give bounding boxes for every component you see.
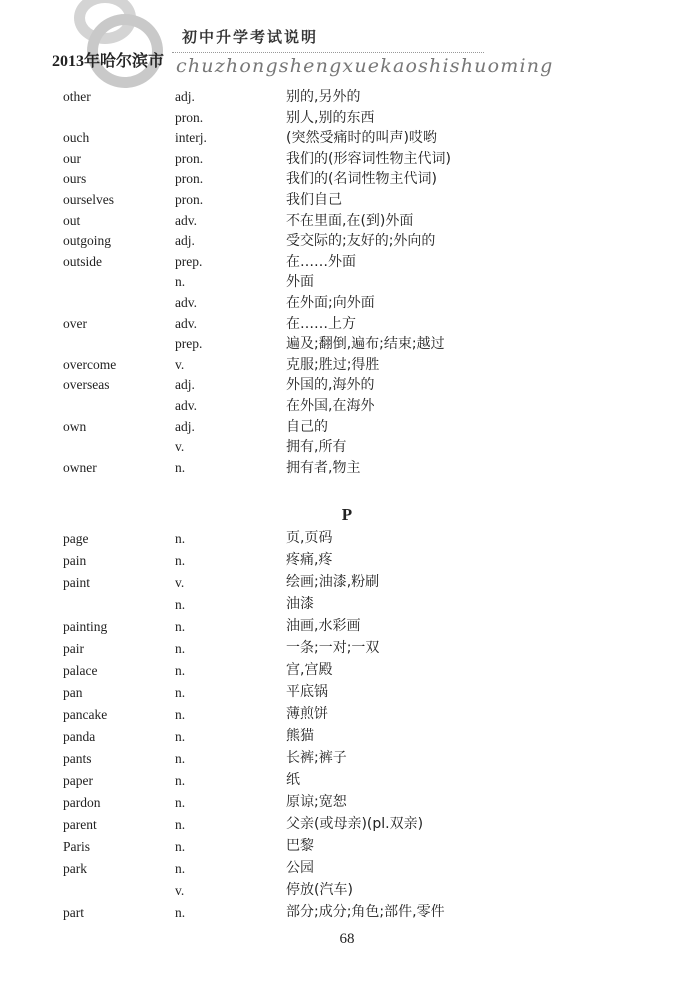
vocab-entry (0, 814, 700, 836)
entry-definition: 我们的(形容词性物主代词) (286, 150, 451, 167)
entry-pos: n. (175, 597, 186, 612)
vocab-entry (0, 902, 700, 924)
entry-definition: 拥有,所有 (286, 439, 347, 456)
entry-word: pardon (63, 795, 101, 810)
entry-definition: 克服;胜过;得胜 (286, 356, 380, 373)
entry-definition: 部分;成分;角色;部件,零件 (286, 904, 445, 920)
entry-pos: n. (175, 905, 186, 920)
entry-definition: 外面 (286, 274, 314, 291)
entry-word: out (63, 212, 81, 228)
entry-pos: n. (175, 531, 186, 546)
entry-word: outside (63, 253, 102, 269)
entry-word: own (63, 418, 87, 434)
entry-pos: n. (175, 729, 186, 744)
vocab-entry (0, 314, 700, 335)
section-letter: P (341, 505, 353, 524)
entry-definition: 我们的(名词性物主代词) (286, 171, 437, 188)
entry-pos: n. (175, 751, 186, 766)
vocab-entry (0, 572, 700, 594)
entry-definition: 原谅;宽恕 (286, 794, 347, 810)
vocab-list-o (0, 87, 700, 478)
entry-word: outgoing (63, 233, 112, 249)
entry-definition: 纸 (286, 772, 300, 788)
entry-pos: n. (175, 274, 186, 290)
entry-pos: prep. (175, 253, 203, 269)
entry-definition: 页,页码 (286, 530, 333, 546)
entry-pos: pron. (175, 191, 204, 207)
vocab-entry (0, 190, 700, 211)
vocab-entry (0, 87, 700, 108)
vocab-entry (0, 704, 700, 726)
entry-definition: 别的,另外的 (286, 89, 361, 105)
vocab-entry (0, 528, 700, 550)
entry-definition: 父亲(或母亲)(pl.双亲) (286, 816, 424, 832)
vocab-entry (0, 616, 700, 638)
entry-pos: v. (175, 439, 185, 455)
entry-word: panda (63, 729, 96, 744)
entry-definition: 自己的 (286, 418, 328, 435)
vocab-entry (0, 417, 700, 438)
page-number (0, 931, 700, 948)
vocab-entry (0, 437, 700, 458)
entry-word: pain (63, 553, 87, 568)
entry-pos: interj. (175, 130, 207, 146)
entry-pos: pron. (175, 171, 204, 187)
city-year-label: 2013年哈尔滨市 (52, 53, 165, 70)
vocab-entry (0, 293, 700, 314)
entry-word: pants (63, 751, 92, 766)
vocab-entry (0, 252, 700, 273)
vocab-entry (0, 770, 700, 792)
entry-word: palace (63, 663, 98, 678)
page-number-text: 68 (339, 931, 355, 947)
entry-definition: 薄煎饼 (286, 706, 328, 722)
entry-pos: n. (175, 861, 186, 876)
vocab-entry (0, 660, 700, 682)
entry-pos: n. (175, 553, 186, 568)
entry-definition: 油漆 (286, 596, 314, 612)
entry-pos: adv. (175, 294, 197, 310)
entry-word: overseas (63, 377, 110, 393)
entry-pos: pron. (175, 109, 204, 125)
rings-logo-icon (62, 0, 162, 92)
entry-pos: n. (175, 795, 186, 810)
vocab-entry (0, 108, 700, 129)
entry-definition: 在外国,在海外 (286, 397, 375, 414)
entry-pos: v. (175, 356, 185, 372)
entry-definition: 宫,宫殿 (286, 662, 333, 678)
dotted-divider (172, 52, 484, 53)
vocab-entry (0, 272, 700, 293)
vocab-entry (0, 375, 700, 396)
entry-word: ourselves (63, 191, 114, 207)
entry-word: ouch (63, 130, 90, 146)
vocab-entry (0, 682, 700, 704)
entry-word: paper (63, 773, 93, 788)
entry-definition: 平底锅 (286, 684, 328, 700)
entry-pos: prep. (175, 336, 203, 352)
entry-pos: v. (175, 883, 185, 898)
book-title: 初中升学考试说明 (182, 28, 319, 46)
vocab-list-p (0, 528, 700, 924)
entry-definition: 疼痛,疼 (286, 552, 333, 568)
vocab-entry (0, 231, 700, 252)
entry-pos: n. (175, 619, 186, 634)
vocab-entry (0, 458, 700, 479)
vocab-entry (0, 858, 700, 880)
entry-pos: adj. (175, 233, 195, 249)
entry-word: owner (63, 459, 97, 475)
entry-word: page (63, 531, 89, 546)
section-heading (0, 505, 700, 525)
entry-definition: 熊猫 (286, 728, 314, 744)
entry-pos: adv. (175, 212, 197, 228)
entry-definition: 绘画;油漆,粉刷 (286, 574, 380, 590)
vocab-entry (0, 748, 700, 770)
entry-pos: n. (175, 641, 186, 656)
vocab-entry (0, 355, 700, 376)
entry-word: painting (63, 619, 108, 634)
entry-definition: 受交际的;友好的;外向的 (286, 233, 436, 250)
vocab-entry (0, 550, 700, 572)
entry-pos: adj. (175, 418, 195, 434)
entry-word: pan (63, 685, 83, 700)
entry-definition: 停放(汽车) (286, 882, 353, 898)
entry-word: Paris (63, 839, 90, 854)
entry-definition: 外国的,海外的 (286, 377, 375, 394)
entry-pos: adj. (175, 89, 195, 104)
entry-definition: 巴黎 (286, 838, 314, 854)
vocab-entry (0, 128, 700, 149)
entry-definition: 遍及;翻倒,遍布;结束;越过 (286, 336, 445, 353)
entry-word: parent (63, 817, 97, 832)
entry-word: ours (63, 171, 87, 187)
entry-word: our (63, 150, 81, 166)
page-header (0, 0, 700, 85)
vocab-entry (0, 836, 700, 858)
vocab-entry (0, 726, 700, 748)
entry-pos: n. (175, 839, 186, 854)
vocab-entry (0, 638, 700, 660)
entry-word: pancake (63, 707, 108, 722)
entry-pos: n. (175, 459, 186, 475)
vocab-entry (0, 211, 700, 232)
entry-definition: (突然受痛时的叫声)哎哟 (286, 130, 437, 147)
entry-definition: 长裤;裤子 (286, 750, 347, 766)
vocab-entry (0, 792, 700, 814)
entry-definition: 一条;一对;一双 (286, 640, 380, 656)
entry-definition: 在外面;向外面 (286, 294, 375, 311)
entry-pos: adv. (175, 397, 197, 413)
vocab-entry (0, 594, 700, 616)
entry-word: part (63, 905, 84, 920)
vocab-entry (0, 334, 700, 355)
entry-definition: 我们自己 (286, 191, 342, 208)
vocab-entry (0, 396, 700, 417)
entry-word: park (63, 861, 87, 876)
vocab-entry (0, 169, 700, 190)
entry-pos: n. (175, 663, 186, 678)
pinyin-title: chuzhongshengxuekaoshishuoming (176, 55, 554, 77)
entry-pos: adj. (175, 377, 195, 393)
entry-definition: 别人,别的东西 (286, 109, 375, 126)
entry-definition: 不在里面,在(到)外面 (286, 212, 414, 229)
entry-definition: 在……上方 (286, 315, 356, 332)
entry-pos: n. (175, 773, 186, 788)
entry-pos: pron. (175, 150, 204, 166)
entry-definition: 油画,水彩画 (286, 618, 361, 634)
entry-pos: v. (175, 575, 185, 590)
entry-word: paint (63, 575, 90, 590)
entry-pos: n. (175, 685, 186, 700)
entry-word: overcome (63, 356, 117, 372)
entry-word: pair (63, 641, 84, 656)
vocab-entry (0, 149, 700, 170)
entry-pos: adv. (175, 315, 197, 331)
entry-definition: 在……外面 (286, 253, 356, 270)
vocab-entry (0, 880, 700, 902)
entry-definition: 公园 (286, 860, 314, 876)
entry-word: other (63, 89, 91, 104)
entry-pos: n. (175, 817, 186, 832)
entry-pos: n. (175, 707, 186, 722)
entry-word: over (63, 315, 87, 331)
entry-definition: 拥有者,物主 (286, 459, 361, 476)
